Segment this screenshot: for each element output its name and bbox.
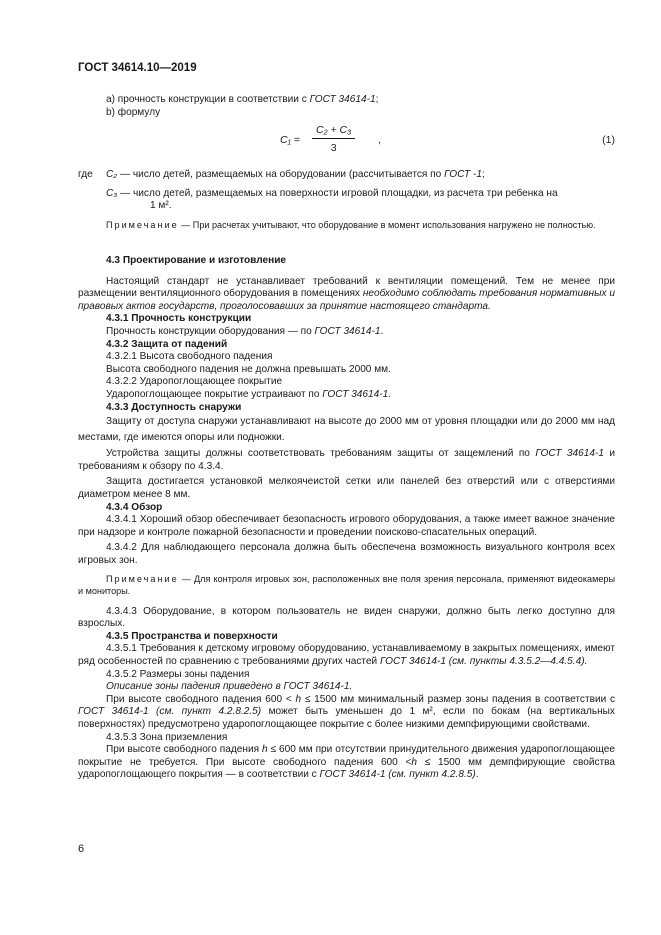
section-title-4-3-2: 4.3.2 Защита от падений xyxy=(106,338,228,350)
list-item-a: а) прочность конструкции в соответствии с ГОСТ 34614-1; xyxy=(106,94,379,105)
note-2 xyxy=(78,574,615,597)
subsection-4-3-5-2: 4.3.5.2 Размеры зоны падения xyxy=(106,668,250,680)
section-title-4-3-4: 4.3.4 Обзор xyxy=(106,501,163,513)
formula-number: (1) xyxy=(602,134,615,146)
paragraph-4-3-5-1: 4.3.5.1 Требования к детскому игровому оборудованию, устанавливаемому в закрытых помещениях, имеют ряд особенностей по сравнению с требованиями других частей ГОСТ 34614-1 (см. пункты 4.3.5.2—4.4.5.4). xyxy=(78,643,615,668)
where-label: где xyxy=(78,169,93,180)
formula-legend xyxy=(78,169,615,213)
paragraph-4-3-4-1: 4.3.4.1 Хороший обзор обеспечивает безопасность игрового оборудования, а также имеет важное значение при надзоре и контроле пожарной безопасности и проведении поисково-спасательных операций. xyxy=(78,514,615,538)
note-1-text: — При расчетах учитывают, что оборудование в момент использования нагружено не полностью. xyxy=(178,220,596,230)
formula-fraction xyxy=(312,124,355,154)
formula-tail: , xyxy=(378,134,381,146)
paragraph-4-3-5-2-b: При высоте свободного падения 600 < h ≤ 1500 мм минимальный размер зоны падения в соответствии с ГОСТ 34614-1 (см. пункт 4.2.8.2.5) может быть уменьшен до 1 м², если по бокам (на вертикальных поверхностях) предусмотрено удaропоглощающее покрытие с более низкими демпфирующими свойствами. xyxy=(78,693,616,730)
note-1 xyxy=(78,220,615,232)
legend-c2: C₂ — число детей, размещаемых на оборудовании (рассчитывается по ГОСТ -1; xyxy=(106,169,485,180)
legend-c3-cont: 1 м². xyxy=(150,200,172,212)
paragraph-4-3-3-a: Защиту от доступа снаружи устанавливают на высоте до 2000 мм от уровня площадки или до 2000 мм над местами, где имеются опоры или подножки. xyxy=(78,416,615,443)
paragraph-4-3: Настоящий стандарт не устанавливает требований к вентиляции помещений. Тем не менее при размещении вентиляционного оборудования в помещениях необходимо соблюдать требования нормативных и правовых актов государств, проголосовавших за принятие настоящего стандарта. xyxy=(78,275,616,312)
subsection-4-3-2-1: 4.3.2.1 Высота свободного падения xyxy=(106,351,273,363)
list-block xyxy=(78,94,615,119)
subsection-4-3-5-3: 4.3.5.3 Зона приземления xyxy=(106,731,228,743)
paragraph-4-3-3-c: Защита достигается установкой мелкоячеистой сетки или панелей без отверстий или с отверстиями диаметром менее 8 мм. xyxy=(78,476,615,500)
formula-numerator: C₂ + C₃ xyxy=(312,124,355,139)
formula-lhs: C₁ = xyxy=(280,134,300,146)
list-item-b: b) формулу xyxy=(106,106,161,118)
section-title-4-3: 4.3 Проектирование и изготовление xyxy=(106,255,287,266)
paragraph-4-3-2-1: Высота свободного падения не должна превышать 2000 мм. xyxy=(106,363,391,375)
legend-c3: C₃ — число детей, размещаемых на поверхности игровой площадки, из расчета три ребенка на xyxy=(106,187,558,199)
document-header: ГОСТ 34614.10—2019 xyxy=(78,62,197,74)
note-1-label: Примечание xyxy=(106,220,179,230)
note-2-label: Примечание xyxy=(106,574,179,585)
section-title-4-3-3: 4.3.3 Доступность снаружи xyxy=(106,401,242,413)
subsection-4-3-2-2: 4.3.2.2 Удaропоглощающее покрытие xyxy=(106,376,283,388)
paragraph-4-3-4-3: 4.3.4.3 Оборудование, в котором пользователь не виден снаружи, должно быть легко доступно для взрослых. xyxy=(78,605,615,630)
paragraph-4-3-5-2-a: Описание зоны падения приведено в ГОСТ 34614-1. xyxy=(106,681,353,693)
formula-1 xyxy=(280,124,615,160)
formula-denominator: 3 xyxy=(330,142,337,154)
paragraph-4-3-4-2: 4.3.4.2 Для наблюдающего персонала должна быть обеспечена возможность визуального контроля всех игровых зон. xyxy=(78,542,615,566)
paragraph-4-3-3-b: Устройства защиты должны соответствовать требованиям защиты от защемлений по ГОСТ 34614-1 и требованиям к обзору по 4.3.4. xyxy=(78,448,615,472)
paragraph-4-3-2-2: Удaропоглощающее покрытие устраивают по ГОСТ 34614-1. xyxy=(106,388,392,400)
section-title-4-3-1: 4.3.1 Прочность конструкции xyxy=(106,313,252,325)
section-title-4-3-5: 4.3.5 Пространства и поверхности xyxy=(106,630,278,642)
note-2-text: — Для контроля игровых зон, расположенных вне поля зрения персонала, применяют видеокамеры и мониторы. xyxy=(78,574,615,597)
paragraph-4-3-5-3: При высоте свободного падения h ≤ 600 мм при отсутствии принудительного движения удaропоглощающее покрытие не требуется. При высоте свободного падения 600 <h ≤ 1500 мм демпфирующие свойства удaропоглощающего покрытия — в соответствии с ГОСТ 34614-1 (см. пункт 4.2.8.5). xyxy=(78,744,615,781)
section-4-3 xyxy=(78,255,615,782)
paragraph-4-3-1: Прочность конструкции оборудования — по ГОСТ 34614-1. xyxy=(106,325,384,337)
page-number: 6 xyxy=(78,843,85,855)
